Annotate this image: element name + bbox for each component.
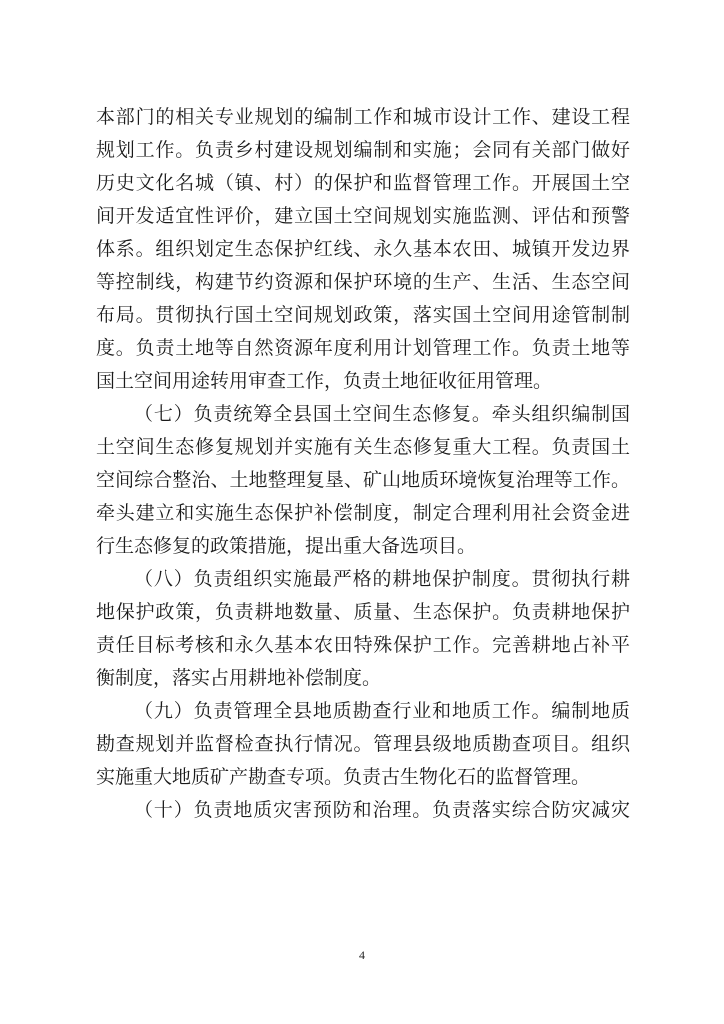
- text-line: 度。负责土地等自然资源年度利用计划管理工作。负责土地等: [96, 337, 630, 359]
- text-line: 间开发适宜性评价，建立国土空间规划实施监测、评估和预警: [96, 205, 630, 227]
- text-line: 历史文化名城（镇、村）的保护和监督管理工作。开展国土空: [96, 172, 630, 194]
- text-line: （九）负责管理全县地质勘查行业和地质工作。编制地质: [134, 700, 630, 722]
- text-line: 国土空间用途转用审查工作，负责土地征收征用管理。: [96, 370, 553, 392]
- text-line: （七）负责统筹全县国土空间生态修复。牵头组织编制国: [134, 403, 630, 425]
- text-line: 规划工作。负责乡村建设规划编制和实施；会同有关部门做好: [96, 139, 630, 161]
- text-line: 空间综合整治、土地整理复垦、矿山地质环境恢复治理等工作。: [96, 469, 630, 491]
- text-line: 衡制度，落实占用耕地补偿制度。: [96, 667, 382, 689]
- text-line: 布局。贯彻执行国土空间规划政策，落实国土空间用途管制制: [96, 304, 630, 326]
- text-line: 等控制线，构建节约资源和保护环境的生产、生活、生态空间: [96, 271, 630, 293]
- text-line: 牵头建立和实施生态保护补偿制度，制定合理利用社会资金进: [96, 502, 630, 524]
- text-line: （八）负责组织实施最严格的耕地保护制度。贯彻执行耕: [134, 568, 630, 590]
- text-line: 体系。组织划定生态保护红线、永久基本农田、城镇开发边界: [96, 238, 630, 260]
- paragraph: [96, 101, 630, 398]
- document-body: [96, 101, 630, 827]
- paragraph: [96, 398, 630, 563]
- text-line: 土空间生态修复规划并实施有关生态修复重大工程。负责国土: [96, 436, 630, 458]
- text-line: 行生态修复的政策措施，提出重大备选项目。: [96, 535, 477, 557]
- text-line: 实施重大地质矿产勘查专项。负责古生物化石的监督管理。: [96, 766, 591, 788]
- page-number: 4: [359, 948, 365, 962]
- text-line: 责任目标考核和永久基本农田特殊保护工作。完善耕地占补平: [96, 634, 630, 656]
- text-line: 地保护政策，负责耕地数量、质量、生态保护。负责耕地保护: [96, 601, 630, 623]
- paragraph: [96, 695, 630, 794]
- paragraph: [96, 563, 630, 695]
- text-line: 本部门的相关专业规划的编制工作和城市设计工作、建设工程: [96, 106, 630, 128]
- text-line: （十）负责地质灾害预防和治理。负责落实综合防灾减灾: [134, 799, 630, 821]
- paragraph: [96, 794, 630, 827]
- text-line: 勘查规划并监督检查执行情况。管理县级地质勘查项目。组织: [96, 733, 630, 755]
